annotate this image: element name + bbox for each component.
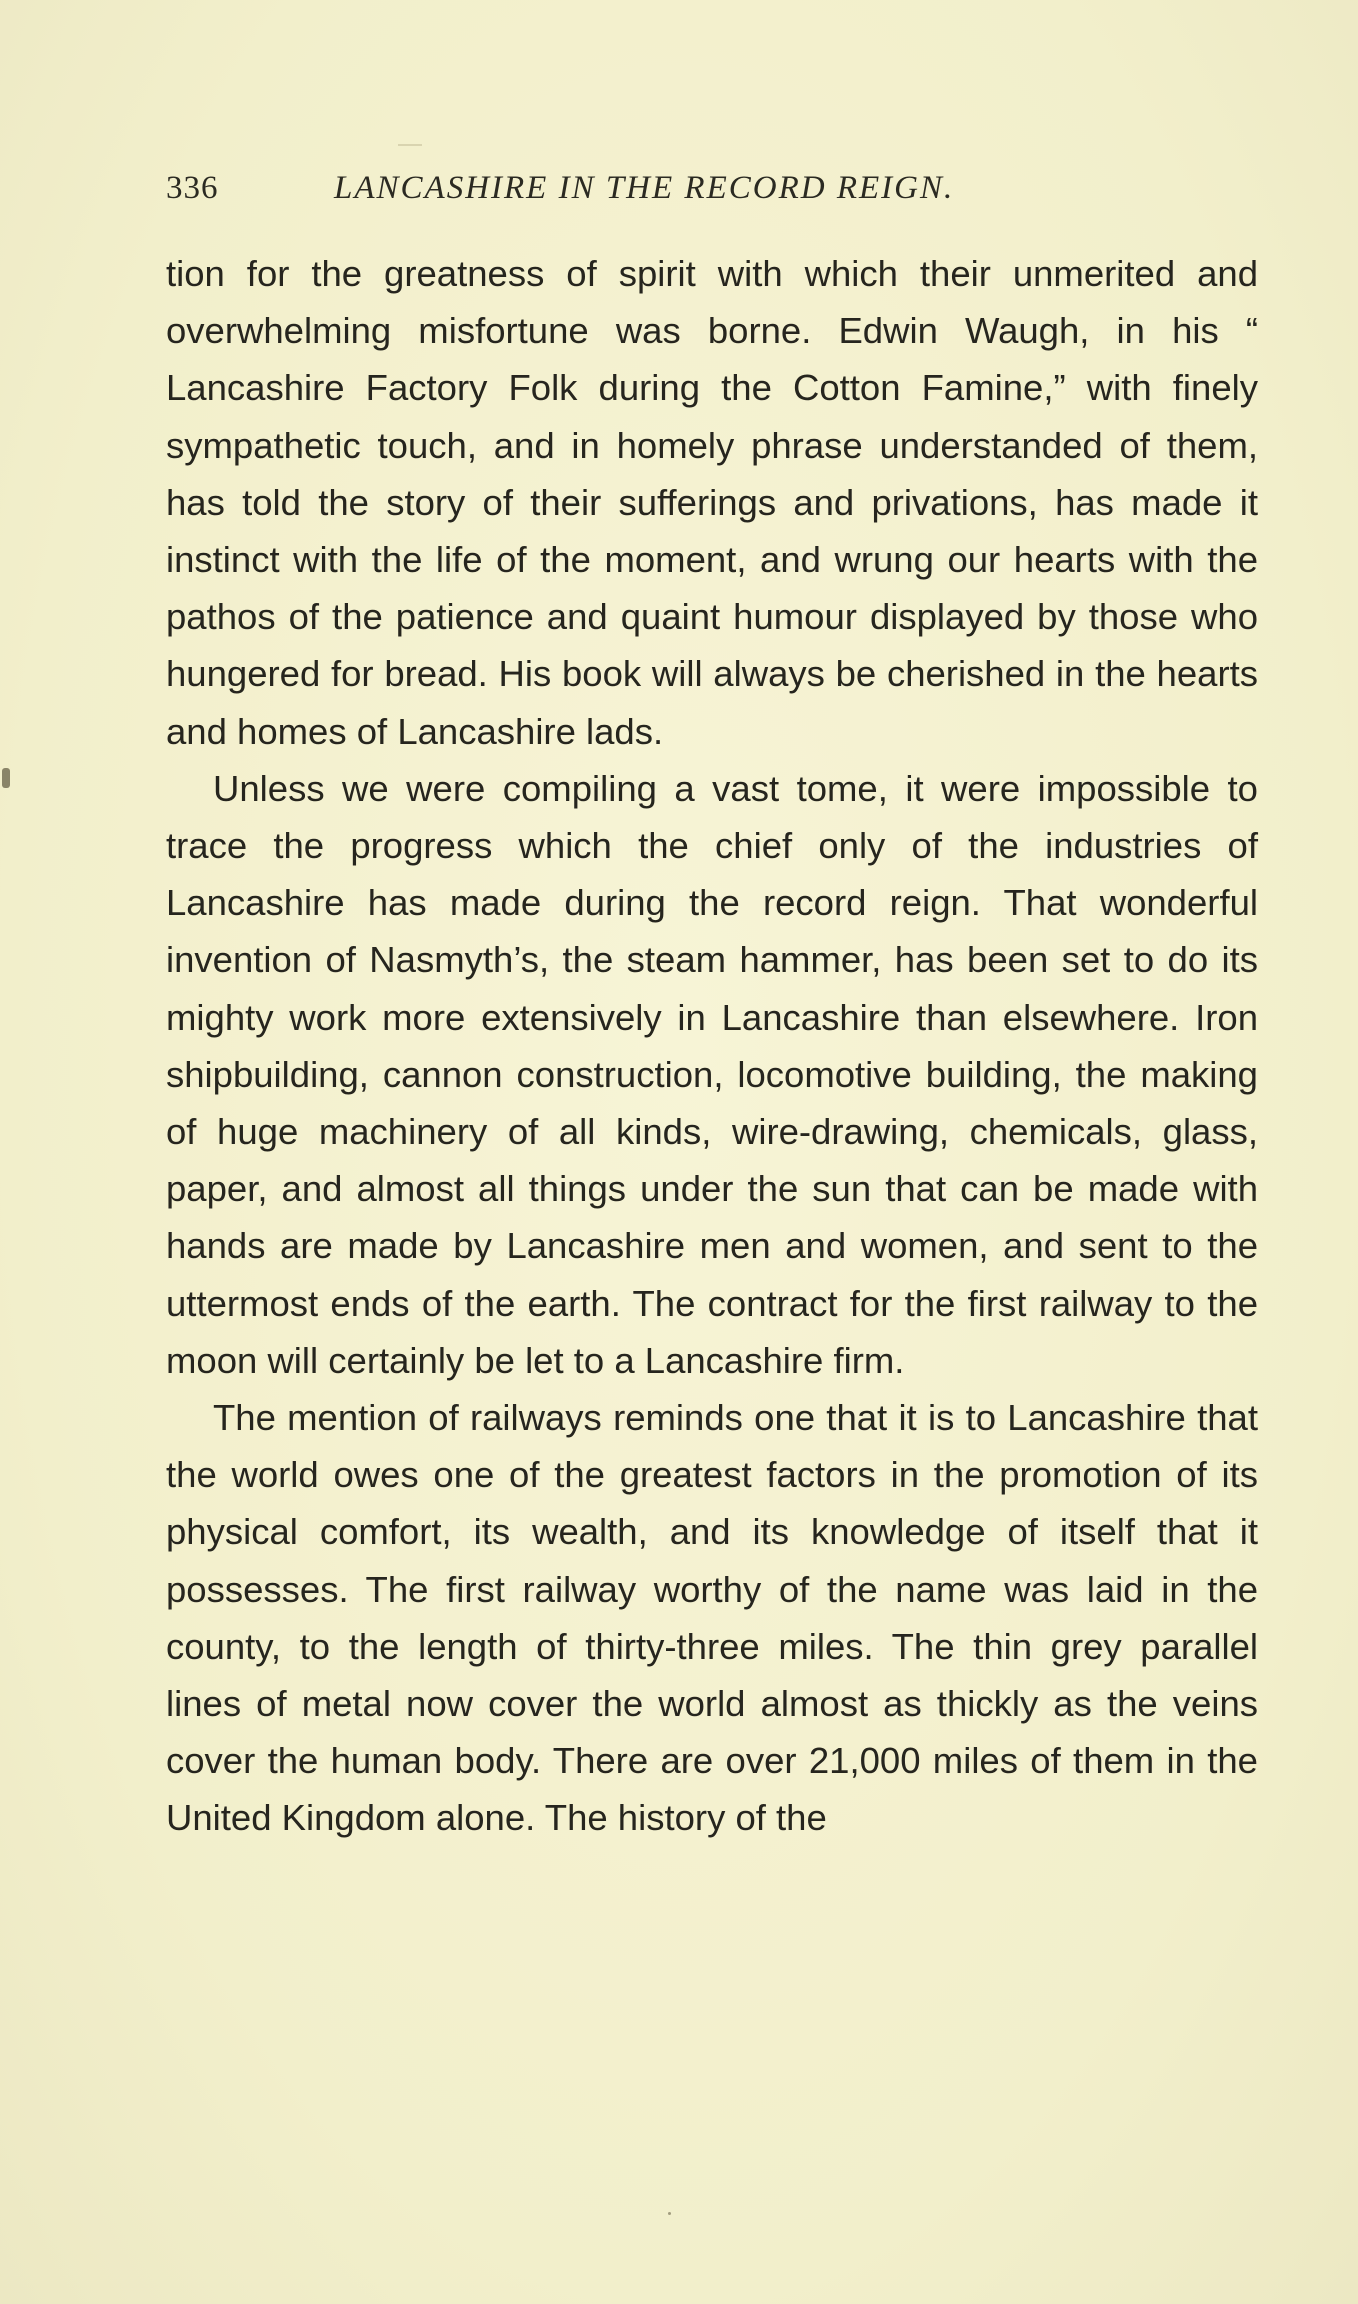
paragraph-continued: tion for the greatness of spirit with which their unmerited and overwhelming misfortune was borne. Edwin Waugh, in his “ Lancashire Factory Folk during the Cotton Famine,” with finely sympathetic touch, and in homely phrase understanded of them, has told the story of their sufferings and privations, has made it instinct with the life of the moment, and wrung our hearts with the pathos of the patience and quaint humour displayed by those who hungered for bread. His book will always be cherished in the hearts and homes of Lancashire lads. (166, 253, 1258, 752)
body-text (166, 245, 1258, 1847)
margin-mark (2, 768, 10, 788)
paper-speck (668, 2212, 671, 2215)
paragraph-industries: Unless we were compiling a vast tome, it were impossible to trace the progress which the chief only of the industries of Lancashire has made during the record reign. That wonderful invention of Nasmyth’s, the steam hammer, has been set to do its mighty work more extensively in Lancashire than elsewhere. Iron shipbuilding, cannon construction, locomotive building, the making of huge machinery of all kinds, wire-drawing, chemicals, glass, paper, and almost all things under the sun that can be made with hands are made by Lancashire men and women, and sent to the uttermost ends of the earth. The contract for the first railway to the moon will certainly be let to a Lancashire firm. (166, 767, 1258, 1381)
page-header (166, 166, 1166, 210)
page-number: 336 (166, 170, 219, 206)
header-ink-mark (398, 144, 422, 146)
paragraph-railways: The mention of railways reminds one that it is to Lancashire that the world owes one of the greatest factors in the promotion of its physical comfort, its wealth, and its knowledge of itself that it possesses. The first railway worthy of the name was laid in the county, to the length of thirty-three miles. The thin grey parallel lines of metal now cover the world almost as thickly as the veins cover the human body. There are over 21,000 miles of them in the United Kingdom alone. The history of the (166, 1397, 1258, 1839)
running-head: LANCASHIRE IN THE RECORD REIGN. (334, 170, 955, 206)
